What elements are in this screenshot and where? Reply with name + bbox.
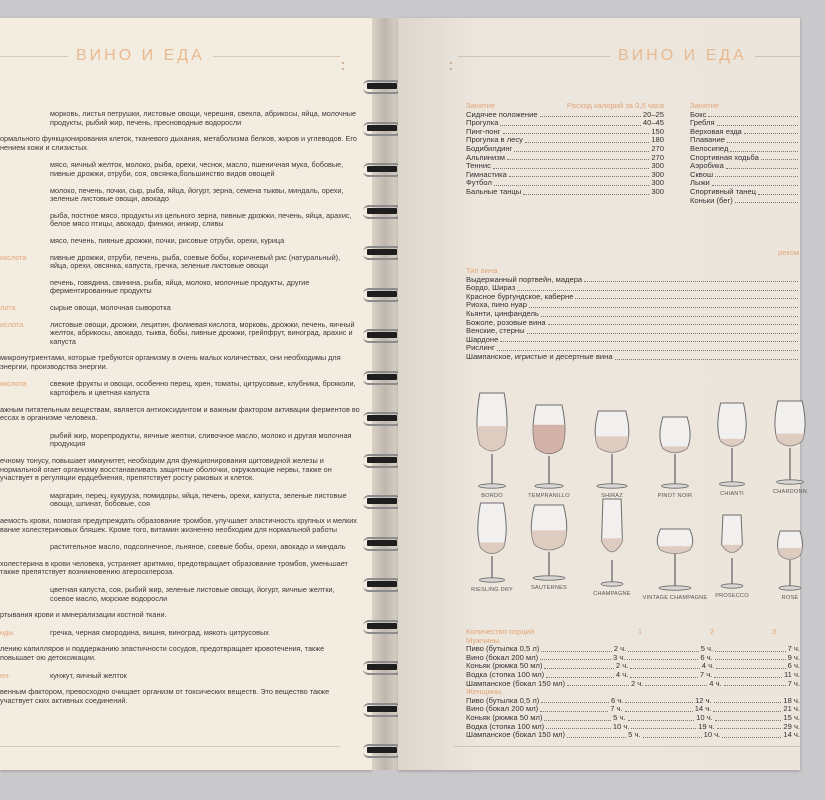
calorie-value: 180: [651, 135, 664, 145]
binding-ring: [363, 288, 401, 300]
ring-slot: [367, 208, 397, 214]
wine-type: Выдержанный портвейн, мадера: [466, 274, 583, 284]
ornament-dot: [450, 62, 452, 64]
serving-side-label: реком: [778, 248, 800, 257]
calories2-header-left: Занятие: [690, 101, 720, 110]
calories-row-2: [690, 197, 800, 206]
glass-caption: CHIANTI: [720, 491, 744, 497]
vitamin-description: венным фактором, превосходно очищает организм от токсических веществ. Это вещество также участвует ских активных соединений.: [0, 687, 330, 705]
calorie-value: 300: [651, 161, 664, 171]
vitamin-description: лению капилляров и поддержанию эластичности сосудов, предотвращает кровотечения, также повышает ою детоксикации.: [0, 644, 325, 662]
wine-glass-icon: [594, 498, 630, 590]
ring-slot: [367, 249, 397, 255]
hours-col-1: 7 ч.: [610, 704, 623, 714]
right-section-title: ВИНО И ЕДА: [610, 47, 755, 65]
wine-glass-icon: [712, 402, 752, 490]
vitamin-entry: [0, 237, 360, 246]
wine-glass-icon: [589, 410, 635, 492]
ring-slot: [367, 83, 397, 89]
drink-row: [466, 731, 800, 740]
binding-ring: [363, 661, 401, 673]
leader-dots: [541, 645, 611, 652]
hours-col-1: 2 ч.: [613, 644, 627, 654]
hours-col-3: 7 ч.: [787, 644, 800, 654]
vitamin-sources: растительное масло, подсолнечное, льняное, соевые бобы, орехи, авокадо и миндаль: [50, 542, 346, 552]
ornament-dot: [342, 68, 344, 70]
wine-glass-icon: [525, 504, 573, 584]
leader-dots: [761, 154, 798, 161]
wine-type: Риохa, пино нуар: [466, 300, 527, 310]
leader-dots: [541, 697, 609, 704]
leader-dots: [527, 327, 798, 334]
leader-dots: [713, 705, 781, 712]
drink-name: Коньяк (рюмка 50 мл): [466, 661, 543, 671]
activity-name: Коньки (бег): [690, 195, 733, 205]
hours-col-3: 9 ч.: [787, 652, 800, 662]
glass-caption: ROSÉ: [781, 595, 799, 601]
vitamin-entry: [0, 543, 360, 552]
binding-ring: [363, 744, 401, 756]
leader-dots: [494, 179, 649, 186]
footer-rule: [454, 746, 800, 747]
hours-col-1: 10 ч.: [612, 721, 630, 731]
drink-row: [466, 680, 800, 689]
vitamin-description: ечному тонусу, повышает иммунитет, необходим для функционирования щитовидной железы и нормальной огает организму восстанавливать защитные оболочки, окружающие нервы, также он участвует в регуляции ердцебиения, препятствует росту раковых и клеток.: [0, 456, 332, 483]
ring-slot: [367, 125, 397, 131]
leader-dots: [493, 162, 649, 169]
leader-dots: [540, 111, 641, 118]
wine-type: Шардоне: [466, 334, 499, 344]
vitamin-description: ажным питательным веществам, является антиоксидантом и важным фактором активации ферментов во ессах в организме человека.: [0, 404, 360, 423]
vitamins-table: [0, 110, 360, 714]
glass-caption: PINOT NOIR: [657, 493, 693, 499]
hours-col-2: 4 ч.: [709, 678, 722, 688]
leader-dots: [523, 188, 649, 195]
binding-ring: [363, 495, 401, 507]
activity-name: Верховая езда: [690, 126, 742, 136]
hours-col-1: 5 ч.: [613, 712, 626, 722]
leader-dots: [727, 136, 798, 143]
drink-name: Водка (стопка 100 мл): [466, 669, 545, 679]
calorie-value: 300: [651, 178, 664, 188]
hours-col-2: 10 ч.: [703, 730, 721, 740]
leader-dots: [541, 310, 798, 317]
wine-type: Красное бургундское, каберне: [466, 291, 574, 301]
binding-ring: [363, 122, 401, 134]
vitamin-name: ислота: [0, 319, 24, 329]
vitamin-entry: [0, 187, 360, 204]
leader-dots: [715, 171, 798, 178]
binding-ring: [363, 205, 401, 217]
serving-header-left: Тип вина: [466, 266, 498, 275]
wine-glass-icon: [472, 502, 512, 586]
vitamin-entry: [0, 304, 360, 313]
serving-table: [466, 267, 800, 362]
vitamin-entry: [0, 380, 360, 397]
activity-name: Спортивный танец: [690, 186, 757, 196]
leader-dots: [546, 723, 611, 730]
vitamin-sources: рыбий жир, морепродукты, яичные желтки, сливочное масло, молоко и другая молочная продукция: [50, 430, 352, 449]
serving-row: [466, 276, 800, 285]
leader-dots: [507, 154, 649, 161]
ring-slot: [367, 581, 397, 587]
ring-slot: [367, 664, 397, 670]
glass-caption: SAUTERNES: [531, 585, 567, 591]
hours-col-1: 5 ч.: [628, 730, 641, 740]
binding-ring: [363, 454, 401, 466]
hours-col-2: 10 ч.: [696, 712, 713, 722]
vitamin-description: ормального функционирования клеток, тканевого дыхания, метаболизма белков, жиров и углеводов. Его нением кожи и слизистых.: [0, 134, 357, 152]
vitamin-entry: [0, 560, 360, 577]
leader-dots: [540, 654, 611, 661]
leader-dots: [716, 662, 785, 669]
serving-row: [466, 353, 800, 362]
hours-col-1: 6 ч.: [610, 695, 624, 705]
leader-dots: [628, 714, 695, 721]
leader-dots: [630, 662, 699, 669]
leader-dots: [714, 697, 782, 704]
calories-table: [466, 102, 664, 197]
vitamin-entry: [0, 629, 360, 638]
activity-name: Спортивная ходьба: [690, 152, 759, 162]
ornament-dot: [450, 68, 452, 70]
leader-dots: [525, 136, 649, 143]
binding-ring: [363, 329, 401, 341]
drink-name: Пиво (бутылка 0,5 л): [466, 695, 540, 705]
leader-dots: [717, 723, 782, 730]
vitamin-name: кислота: [0, 252, 27, 262]
ring-slot: [367, 374, 397, 380]
leader-dots: [529, 301, 798, 308]
calorie-value: 20–25: [642, 109, 664, 119]
ring-slot: [367, 706, 397, 712]
hours-col-2: 7 ч.: [699, 669, 713, 679]
vitamin-sources: молоко, печень, почки, сыр, рыба, яйца, йогурт, зерна, семена тыквы, миндаль, орехи, зеленые листовые овощи, авокадо: [50, 185, 344, 204]
binding-ring: [363, 620, 401, 632]
hours-col-3: 29 ч.: [783, 721, 801, 731]
leader-dots: [630, 671, 698, 678]
serving-row: [466, 327, 800, 336]
activity-name: Прогулка в лесу: [466, 135, 523, 145]
left-section-title: ВИНО И ЕДА: [68, 47, 213, 65]
calories-header-right: Расход калорий за 0,5 часа: [566, 101, 664, 110]
leader-dots: [514, 145, 649, 152]
drinks-col-3: 3: [771, 627, 777, 636]
leader-dots: [503, 128, 650, 135]
calories-header-left: Занятие: [466, 101, 496, 110]
ring-slot: [367, 623, 397, 629]
activity-name: Велосипед: [690, 143, 729, 153]
leader-dots: [625, 705, 693, 712]
leader-dots: [724, 680, 786, 687]
leader-dots: [575, 293, 798, 300]
activity-name: Гимнастика: [466, 169, 507, 179]
vitamin-entry: [0, 354, 360, 371]
hours-col-2: 5 ч.: [700, 644, 714, 654]
vitamin-entry: [0, 586, 360, 603]
ring-slot: [367, 332, 397, 338]
leader-dots: [714, 671, 782, 678]
activity-name: Плавание: [690, 135, 725, 145]
vitamin-sources: цветная капуста, соя, рыбий жир, зеленые листовые овощи, йогурт, яичные желтки, соевое масло, морские водоросли: [50, 584, 335, 603]
hours-col-3: 7 ч.: [787, 678, 800, 688]
wine-glass-icon: [714, 514, 750, 592]
calorie-value: 270: [651, 143, 664, 153]
wine-glass-icon: [654, 416, 696, 492]
leader-dots: [627, 654, 698, 661]
drink-name: Пиво (бутылка 0,5 л): [466, 644, 540, 654]
vitamin-entry: [0, 279, 360, 296]
vitamin-entry: [0, 135, 360, 152]
activity-name: Гребля: [690, 118, 715, 128]
drinks-header: Количество порций: [466, 627, 535, 636]
calories-row: [466, 188, 664, 197]
vitamin-entry: [0, 492, 360, 509]
binding-ring: [363, 163, 401, 175]
leader-dots: [517, 284, 798, 291]
calories-table-2: [690, 102, 800, 205]
ring-slot: [367, 291, 397, 297]
binding-ring: [363, 80, 401, 92]
leader-dots: [625, 697, 693, 704]
glass-caption: RIESLING DRY: [471, 587, 513, 593]
ring-slot: [367, 457, 397, 463]
drink-name: Коньяк (рюмка 50 мл): [466, 712, 543, 722]
drinks-col-2: 2: [709, 627, 715, 636]
leader-dots: [615, 353, 798, 360]
vitamin-entry: [0, 321, 360, 347]
binding-ring: [363, 246, 401, 258]
vitamin-sources: кунжут, яичный желток: [50, 670, 127, 680]
activity-name: Альпинизм: [466, 152, 505, 162]
vitamin-entry: [0, 212, 360, 229]
glass-caption: PROSECCO: [715, 593, 749, 599]
vitamin-sources: свежие фрукты и овощи, особенно перец, хрен, томаты, цитрусовые, клубника, брокколи, картофель и цветная капуста: [50, 379, 356, 398]
vitamin-sources: маргарин, перец, кукуруза, помидоры, яйца, печень, орехи, капуста, зеленые листовые овощи, шпинат, бобовые, соя: [50, 490, 347, 509]
vitamin-entry: [0, 432, 360, 449]
footer-rule: [0, 746, 340, 747]
leader-dots: [717, 119, 798, 126]
glass-caption: BORDO: [481, 493, 503, 499]
drink-name: Шампанское (бокал 150 мл): [466, 730, 566, 740]
leader-dots: [509, 171, 650, 178]
vitamin-name: ен-: [0, 670, 11, 680]
ring-slot: [367, 498, 397, 504]
leader-dots: [546, 671, 614, 678]
activity-name: Прогулка: [466, 118, 499, 128]
vitamin-entry: [0, 406, 360, 423]
hours-col-3: 18 ч.: [783, 695, 800, 705]
ring-slot: [367, 540, 397, 546]
vitamin-description: ртывания крови и минерализации костной ткани.: [0, 610, 167, 620]
leader-dots: [500, 336, 798, 343]
leader-dots: [715, 714, 782, 721]
calorie-value: 270: [651, 152, 664, 162]
binding-ring: [363, 578, 401, 590]
activity-name: Теннис: [466, 161, 491, 171]
vitamin-name: кислота: [0, 379, 27, 389]
hours-col-2: 6 ч.: [700, 652, 713, 662]
glass-caption: SHIRAZ: [601, 493, 623, 499]
leader-dots: [548, 319, 798, 326]
vitamin-sources: рыба, постное мясо, продукты из цельного зерна, пивные дрожжи, печень, яйца, арахис, белое мясо птицы, авокадо, финики, инжир, сливы: [50, 210, 352, 229]
vitamin-entry: [0, 672, 360, 681]
hours-col-2: 12 ч.: [695, 695, 712, 705]
leader-dots: [730, 145, 798, 152]
hours-col-3: 14 ч.: [783, 730, 800, 740]
alcohol-elimination-table: [466, 628, 800, 740]
vitamin-entry: [0, 517, 360, 534]
vitamin-entry: [0, 611, 360, 620]
glass-caption: TEMPRANILLO: [528, 493, 570, 499]
calories-row: [466, 154, 664, 163]
activity-name: Бодибилдинг: [466, 143, 513, 153]
ring-slot: [367, 747, 397, 753]
leader-dots: [567, 731, 626, 738]
calorie-value: 300: [651, 169, 664, 179]
hours-col-3: 15 ч.: [783, 712, 801, 722]
left-page: [0, 18, 372, 770]
vitamin-entry: [0, 688, 360, 705]
vitamin-sources: печень, говядина, свинина, рыба, яйца, молоко, молочные продукты, другие ферментированные продукты: [50, 277, 310, 296]
activity-name: Футбол: [466, 178, 492, 188]
drinks-col-1: 1: [637, 627, 643, 636]
hours-col-2: 19 ч.: [698, 721, 715, 731]
wine-type: Бордо, Шираз: [466, 283, 516, 293]
activity-name: Аэробика: [690, 161, 724, 171]
leader-dots: [645, 680, 707, 687]
vitamin-sources: гречка, черная смородина, вишня, виноград, мякоть цитрусовых: [50, 627, 269, 637]
leader-dots: [584, 276, 798, 283]
calories-row: [466, 171, 664, 180]
right-page: [398, 18, 807, 770]
wine-type: Шампанское, игристые и десертные вина: [466, 351, 613, 361]
leader-dots: [715, 654, 786, 661]
wine-glass-icon: [651, 528, 699, 594]
wine-glass-icon: [769, 400, 811, 488]
drink-name: Водка (стопка 100 мл): [466, 721, 545, 731]
vitamin-sources: пивные дрожжи, отруби, печень, рыба, соевые бобы, коричневый рис (натуральный), яйца, орехи, овсянка, капуста, гречка, зеленые листовые овощи: [50, 252, 341, 271]
vitamin-entry: [0, 161, 360, 178]
wine-type: Венские, стерны: [466, 326, 525, 336]
activity-name: Лыжи: [690, 178, 710, 188]
drink-name: Вино (бокал 200 мл): [466, 704, 539, 714]
vitamin-description: аемость крови, помогая предупреждать образование тромбов, улучшает эластичность крупных и мелких вание холестериновых бляшек. Кроме того, витамин жизненно необходим для нормальной работы: [0, 516, 357, 534]
wine-glass-icon: [772, 530, 808, 594]
leader-dots: [726, 162, 798, 169]
glass-caption: CHARDONN: [773, 489, 807, 495]
binding-ring: [363, 537, 401, 549]
hours-col-1: 3 ч.: [613, 652, 626, 662]
hours-col-3: 11 ч.: [783, 669, 801, 679]
activity-name: Сидячее положение: [466, 109, 538, 119]
wine-glass-icon: [527, 404, 571, 492]
leader-dots: [758, 188, 798, 195]
activity-name: Бокс: [690, 109, 707, 119]
vitamin-sources: листовые овощи, дрожжи, лецитин, фолиевая кислота, морковь, дрожжи, печень, яичный желток, абрикосы, авокадо, тыква, бобы, пивные дрожжи, грейпфрут, виноград, арахис и капуста: [50, 319, 355, 346]
leader-dots: [712, 179, 798, 186]
activity-name: Пинг-понг: [466, 126, 501, 136]
leader-dots: [715, 645, 785, 652]
leader-dots: [722, 731, 781, 738]
leader-dots: [567, 680, 629, 687]
vitamin-description: холестерина в крови человека, устраняет аритмию, предотвращает образование тромбов, уменьшает также препятствует возникновению атеросклероза.: [0, 558, 348, 577]
vitamin-entry: [0, 457, 360, 483]
leader-dots: [540, 705, 608, 712]
leader-dots: [544, 662, 613, 669]
vitamin-sources: сырые овощи, молочная сыворотка: [50, 302, 171, 312]
vitamin-entry: [0, 254, 360, 271]
leader-dots: [631, 723, 696, 730]
hours-col-2: 4 ч.: [701, 661, 715, 671]
binding-ring: [363, 703, 401, 715]
hours-col-3: 6 ч.: [787, 661, 801, 671]
drink-name: Вино (бокал 200 мл): [466, 652, 539, 662]
glass-caption: CHAMPAGNE: [593, 591, 631, 597]
serving-row: [466, 336, 800, 345]
hours-col-1: 4 ч.: [615, 669, 629, 679]
vitamin-entry: [0, 645, 360, 662]
wine-type: Божоле, розовые вина: [466, 317, 546, 327]
ring-slot: [367, 166, 397, 172]
leader-dots: [497, 344, 798, 351]
hours-col-2: 14 ч.: [694, 704, 712, 714]
glass-caption: VINTAGE CHAMPAGNE: [642, 595, 708, 601]
group-women: Женщины: [466, 687, 502, 697]
ring-slot: [367, 415, 397, 421]
wine-type: Рислинг: [466, 343, 495, 353]
leader-dots: [544, 714, 611, 721]
leader-dots: [708, 111, 798, 118]
leader-dots: [500, 119, 640, 126]
leader-dots: [628, 645, 698, 652]
vitamin-name: лота: [0, 302, 16, 312]
hours-col-1: 2 ч.: [630, 678, 644, 688]
activity-name: Сквош: [690, 169, 714, 179]
leader-dots: [735, 197, 798, 204]
vitamin-description: микронутриентами, которые требуются организму в очень малых количествах, они необходимы для энергии, производства энергии.: [0, 353, 341, 371]
binding-ring: [363, 412, 401, 424]
leader-dots: [643, 731, 702, 738]
wine-glass-icon: [471, 392, 513, 492]
calorie-value: 40–45: [642, 118, 664, 128]
group-men: Мужчины: [466, 635, 500, 645]
vitamin-sources: морковь, листья петрушки, листовые овощи, черешня, свекла, абрикосы, яйца, молочные продукты, рыбий жир, печень, пресноводные водоросли: [50, 109, 357, 127]
vitamin-entry: [0, 110, 360, 127]
vitamin-sources: мясо, печень, пивные дрожжи, почки, рисовые отруби, орехи, курица: [50, 235, 285, 245]
vitamin-name: нды: [0, 627, 14, 637]
wine-type: Кьянти, цинфандель: [466, 308, 539, 318]
binding-ring: [363, 371, 401, 383]
ornament-dot: [342, 62, 344, 64]
hours-col-3: 21 ч.: [783, 704, 800, 714]
vitamin-sources: мясо, яичный желток, молоко, рыба, орехи, чеснок, масло, пшеничная мука, бобовые, пивные дрожжи, отруби, соя, овсянка,большинство видов овощей: [50, 160, 344, 178]
activity-name: Бальные танцы: [466, 186, 522, 196]
calorie-value: 300: [651, 186, 664, 196]
calorie-value: 150: [651, 126, 664, 136]
leader-dots: [744, 128, 798, 135]
drink-name: Шампанское (бокал 150 мл): [466, 678, 566, 688]
hours-col-1: 2 ч.: [615, 661, 629, 671]
